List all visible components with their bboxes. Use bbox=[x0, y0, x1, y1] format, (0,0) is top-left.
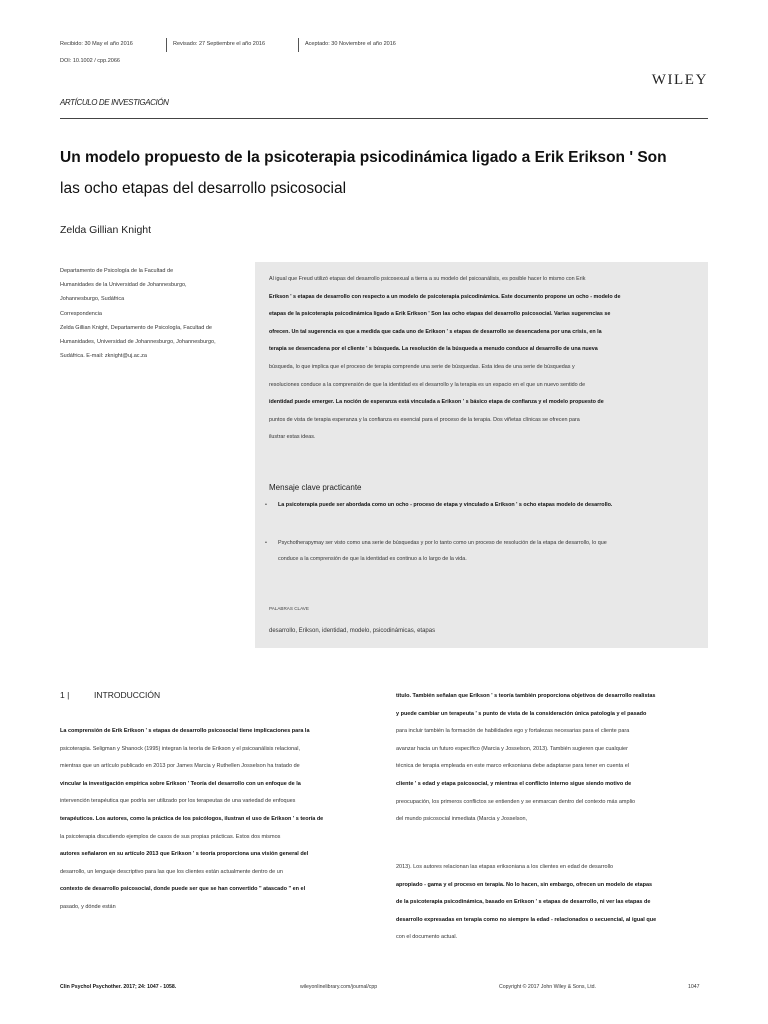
revised-date: Revisado: 27 Septiembre el año 2016 bbox=[166, 38, 265, 52]
affiliation-line: Departamento de Psicología de la Facultad de bbox=[60, 268, 174, 274]
body-text-line: para incluir también la formación de habilidades ego y fortalezas necesarias para el cliente para bbox=[396, 728, 630, 735]
correspondence-line: Humanidades, Universidad de Johannesburgo, Johannesburgo, bbox=[60, 339, 216, 346]
article-type: ARTÍCULO DE INVESTIGACIÓN bbox=[60, 98, 169, 107]
key-message-bullet-text: La psicoterapia puede ser abordada como un ocho - proceso de etapa y vinculado a Erikson ' s ocho etapas modelo de desarrollo. bbox=[278, 502, 613, 508]
abstract-line: puntos de vista de terapia esperanza y la confianza es esencial para el proceso de la terapia. Dos viñetas clínicas se ofrecen para bbox=[269, 416, 580, 423]
abstract-line: búsqueda, lo que implica que el proceso de terapia comprende una serie de búsquedas. Esta idea de una serie de búsquedas y bbox=[269, 364, 575, 370]
abstract-line: Erikson ' s etapas de desarrollo con respecto a un modelo de psicoterapia psicodinámica. Este documento propone un ocho - modelo de bbox=[269, 293, 621, 300]
body-text-line: técnica de terapia empleada en este marco eriksoniana debe adaptarse para tener en cuenta el bbox=[396, 763, 629, 770]
body-text-line: del mundo psicosocial inmediata (Marcia y Josselson, bbox=[396, 816, 528, 823]
abstract-line: ofrecen. Un tal sugerencia es que a medida que cada uno de Erikson ' s etapas de desarrollo se desencadena por una crisis, en la bbox=[269, 328, 602, 335]
abstract-line: Al igual que Freud utilizó etapas del desarrollo psicosexual a tierra a su modelo del psicoanálisis, es posible hacer lo mismo con Erik bbox=[269, 276, 586, 282]
body-text-line: y puede cambiar un terapeuta ' s punto de vista de la consideración única patología y el pasado bbox=[396, 710, 647, 717]
keywords-list: desarrollo, Erikson, identidad, modelo, psicodinámicas, etapas bbox=[269, 628, 436, 634]
copyright-notice: Copyright © 2017 John Wiley & Sons, Ltd. bbox=[499, 984, 596, 990]
key-message-bullet-text: Psychotherapymay ser visto como una serie de búsquedas y por lo tanto como un proceso de resolución de la etapa de desarrollo, lo que bbox=[278, 540, 607, 546]
correspondence-email: Sudáfrica. E-mail: zknight@uj.ac.za bbox=[60, 353, 147, 360]
article-dates bbox=[60, 38, 408, 52]
abstract-line: terapia se desencadena por el cliente ' s búsqueda. La resolución de la búsqueda a menudo conduce al desarrollo de una nueva bbox=[269, 346, 598, 353]
correspondence-line: Zelda Gillian Knight, Departamento de Psicología, Facultad de bbox=[60, 324, 212, 331]
body-text-line: desarrollo expresadas en terapia como no siempre la edad - relacionados o secuencial, al igual que bbox=[396, 916, 657, 923]
journal-citation: Clin Psychol Psychother. 2017; 24: 1047 - 1058. bbox=[60, 984, 177, 990]
bullet-marker: • bbox=[265, 502, 267, 508]
body-text-line: pasado, y dónde están bbox=[60, 904, 116, 910]
section-heading bbox=[60, 690, 160, 700]
accepted-date: Aceptado: 30 Noviembre el año 2016 bbox=[298, 38, 396, 52]
body-text-line: preocupación, los primeros conflictos se entienden y se enmarcan dentro del contexto más amplio bbox=[396, 798, 636, 805]
body-text-line: 2013). Los autores relacionan las etapas eriksoniana a los clientes en edad de desarrollo bbox=[396, 864, 614, 870]
body-text-line: psicoterapia. Seligman y Shanock (1995) integran la teoría de Erikson y el psicoanálisis relacional, bbox=[60, 745, 300, 752]
body-text-line: título. También señalan que Erikson ' s teoría también proporciona objetivos de desarrollo realistas bbox=[396, 693, 656, 699]
body-text-line: contexto de desarrollo psicosocial, donde puede ser que se han convertido " atascado " en el bbox=[60, 886, 306, 893]
abstract-line: resoluciones conduce a la comprensión de que la identidad es el desarrollo y la terapia es un espacio en el que un nuevo sentido de bbox=[269, 381, 586, 388]
title-line-1: Un modelo propuesto de la psicoterapia psicodinámica ligado a Erik Erikson ' Son bbox=[60, 149, 667, 166]
journal-url[interactable]: wileyonlinelibrary.com/journal/cpp bbox=[300, 984, 378, 990]
affiliation-line: Johannesburgo, Sudáfrica bbox=[60, 296, 125, 303]
body-text-line: autores señalaron en su artículo 2013 que Erikson ' s teoría proporciona una visión general del bbox=[60, 851, 309, 858]
body-text-line: mientras que un artículo publicado en 2013 por James Marcia y Ruthellen Josselson ha tratado de bbox=[60, 763, 300, 770]
abstract-line: identidad puede emerger. La noción de esperanza está vinculada a Erikson ' s básico etapa de confianza y el modelo propuesto de bbox=[269, 399, 604, 406]
author-name: Zelda Gillian Knight bbox=[60, 224, 152, 236]
publisher-logo: WILEY bbox=[651, 72, 708, 88]
received-date: Recibido: 30 May el año 2016 bbox=[60, 41, 133, 47]
title-line-2: las ocho etapas del desarrollo psicosocial bbox=[60, 180, 347, 197]
section-title: INTRODUCCIÓN bbox=[94, 690, 161, 700]
abstract-box bbox=[255, 262, 708, 648]
body-text-line: terapéuticos. Los autores, como la práctica de los psicólogos, ilustran el uso de Erikson ' s teoría de bbox=[60, 816, 324, 822]
body-text-line: desarrollo, un lenguaje descriptivo para las que los clientes están actualmente dentro de un bbox=[60, 868, 283, 875]
doi: DOI: 10.1002 / cpp.2066 bbox=[60, 58, 120, 64]
body-text-line: intervención terapéutica que podría ser utilizado por los terapeutas de una variedad de enfoques bbox=[60, 798, 296, 805]
abstract-line: ilustrar estas ideas. bbox=[269, 434, 316, 441]
body-text-line: La comprensión de Erik Erikson ' s etapas de desarrollo psicosocial tiene implicaciones para la bbox=[60, 728, 310, 734]
affiliation-block bbox=[60, 264, 245, 363]
bullet-marker: • bbox=[265, 540, 267, 546]
affiliation-line: Humanidades de la Universidad de Johannesburgo, bbox=[60, 282, 187, 289]
body-text-line: avanzar hacia un futuro específico (Marcia y Josselson, 2013). También sugieren que cualquier bbox=[396, 745, 628, 752]
page-number: 1047 bbox=[688, 984, 700, 990]
key-message-bullet-text: conduce a la comprensión de que la identidad es continuo a lo largo de la vida. bbox=[278, 556, 467, 562]
body-text-line: la psicoterapia discutiendo ejemplos de casos de sus propias prácticas. Estos dos mismos bbox=[60, 833, 281, 840]
body-text-line: vincular la investigación empírica sobre Erikson ' Teoría del desarrollo con un enfoque de la bbox=[60, 780, 301, 787]
body-text-line: de la psicoterapia psicodinámica, basado en Erikson ' s etapas de desarrollo, ni ver las etapas de bbox=[396, 899, 651, 906]
body-text-line: con el documento actual. bbox=[396, 934, 458, 941]
correspondence-heading: Correspondencia bbox=[60, 310, 102, 317]
abstract-line: etapas de la psicoterapia psicodinámica ligado a Erik Erikson ' Son las ocho etapas del desarrollo psicosocial. Varias sugerencias se bbox=[269, 311, 611, 318]
body-text-line: cliente ' s edad y etapa psicosocial, y mientras el conflicto interno sigue siendo motivo de bbox=[396, 781, 632, 787]
article-title bbox=[60, 142, 720, 204]
key-message-title: Mensaje clave practicante bbox=[269, 483, 362, 492]
header-rule bbox=[60, 118, 708, 119]
section-number: 1 | bbox=[60, 690, 70, 700]
body-text-line: apropiado - gama y el proceso en terapia. No lo hacen, sin embargo, ofrecen un modelo de etapas bbox=[396, 881, 653, 888]
keywords-heading: PALABRAS CLAVE bbox=[269, 606, 309, 611]
